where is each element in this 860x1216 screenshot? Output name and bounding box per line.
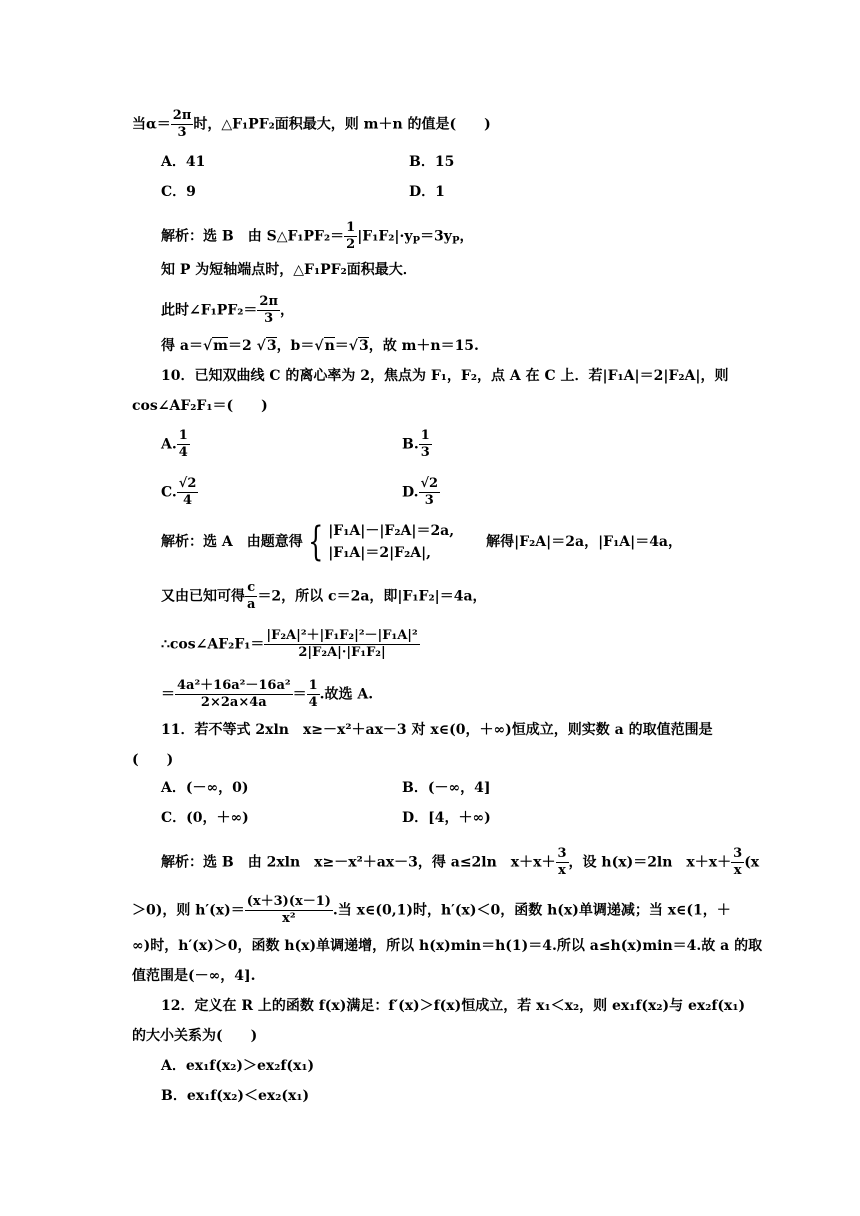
frac-den: 3 xyxy=(420,445,430,460)
text: ＝√ xyxy=(334,338,358,354)
fraction xyxy=(307,678,320,711)
q11-option-a: A．(－∞，0) xyxy=(161,780,249,796)
q10-option-a xyxy=(161,428,190,461)
text: (x xyxy=(744,854,760,871)
text: .故选 A. xyxy=(319,686,374,703)
frac-num: (x＋3)(x－1) xyxy=(246,894,331,909)
frac-den: x² xyxy=(282,911,296,926)
text: ＞0)，则 h′(x)＝ xyxy=(132,902,245,919)
fraction xyxy=(419,428,432,461)
q9-stem-line xyxy=(132,108,491,141)
text: 又由已知可得 xyxy=(161,588,245,605)
frac-num: 1 xyxy=(178,428,188,443)
frac-den: 2|F₂A|·|F₁F₂| xyxy=(298,645,386,660)
q10-stem-line-2: cos∠AF₂F₁＝( ) xyxy=(132,398,268,414)
frac-den: x xyxy=(733,863,742,878)
frac-num: 3 xyxy=(733,846,743,861)
fraction xyxy=(177,476,199,509)
fraction xyxy=(264,628,419,661)
text: ＝2，所以 c＝2a，即|F₁F₂|＝4a， xyxy=(257,588,487,605)
q9-option-d: D．1 xyxy=(409,184,445,200)
subscript: P xyxy=(451,235,460,247)
text: ，故 m＋n＝15. xyxy=(368,338,479,354)
text: 解析：选 B 由 S△F₁PF₂＝ xyxy=(161,228,345,245)
radicand: 3 xyxy=(358,338,369,354)
text: ， xyxy=(279,302,294,319)
frac-den: 4 xyxy=(308,695,318,710)
q11-solution-line-2 xyxy=(132,894,731,927)
text: ＝ xyxy=(161,686,175,703)
q9-option-b: B．15 xyxy=(409,154,455,170)
text: ，b＝√ xyxy=(276,338,324,354)
fraction xyxy=(177,428,190,461)
radicand: n xyxy=(324,338,335,354)
q11-solution-line-4: 值范围是(－∞，4]. xyxy=(132,968,256,984)
fraction xyxy=(419,476,441,509)
equation-system xyxy=(328,520,454,564)
frac-num: √2 xyxy=(178,476,197,491)
frac-num: 2π xyxy=(172,108,192,123)
fraction xyxy=(245,894,333,927)
fraction xyxy=(245,580,257,613)
q9-solution-line-3 xyxy=(161,294,294,327)
frac-den: x xyxy=(558,863,566,878)
q9-option-c: C．9 xyxy=(161,184,196,200)
frac-den: 4 xyxy=(178,445,188,460)
q11-option-d: D．[4，＋∞) xyxy=(402,810,491,826)
frac-num: 3 xyxy=(557,846,567,861)
frac-num: c xyxy=(245,580,257,597)
text: ＝ xyxy=(292,686,307,703)
q11-solution-line-3: ∞)时，h′(x)＞0，函数 h(x)单调递增，所以 h(x)min＝h(1)＝4.所以 a≤h(x)min＝4.故 a 的取 xyxy=(132,938,763,954)
frac-num: 1 xyxy=(346,220,356,235)
option-letter: C. xyxy=(161,484,177,501)
text: ＝2 √ xyxy=(227,338,266,354)
radicand: m xyxy=(213,338,228,354)
text: ＝3y xyxy=(420,228,452,245)
text: ，设 h(x)＝2ln x＋x＋ xyxy=(568,854,732,871)
frac-den: 4 xyxy=(183,493,193,508)
text: ， xyxy=(459,228,474,245)
left-brace: { xyxy=(307,519,324,565)
fraction xyxy=(731,846,744,879)
q12-stem-line-1: 12．定义在 R 上的函数 f(x)满足：f′(x)＞f(x)恒成立，若 x₁＜x₂，则 ex₁f(x₂)与 ex₂f(x₁) xyxy=(161,998,746,1014)
frac-num: √2 xyxy=(420,476,439,491)
frac-num: 1 xyxy=(308,678,318,693)
q10-solution-line-4 xyxy=(161,678,373,711)
q11-stem-line-1: 11．若不等式 2xln x≥－x²＋ax－3 对 x∈(0，＋∞)恒成立，则实数 a 的取值范围是 xyxy=(161,722,713,738)
text: 解析：选 B 由 2xln x≥－x²＋ax－3，得 a≤2ln x＋x＋ xyxy=(161,854,556,871)
frac-den: 2×2a×4a xyxy=(200,695,267,710)
q10-option-d xyxy=(402,476,440,509)
frac-num: 4a²＋16a²－16a² xyxy=(177,678,291,693)
fraction xyxy=(175,678,293,711)
radicand: 3 xyxy=(266,338,277,354)
q11-solution-line-1 xyxy=(161,846,759,879)
q10-option-c xyxy=(161,476,198,509)
text: ∴cos∠AF₂F₁＝ xyxy=(161,636,265,653)
q10-solution-line-3 xyxy=(161,628,420,661)
frac-den: a xyxy=(247,597,256,612)
text: .当 x∈(0,1)时，h′(x)＜0，函数 h(x)单调递减；当 x∈(1，＋ xyxy=(332,902,731,919)
option-letter: D. xyxy=(402,484,419,501)
equation-1: |F₁A|－|F₂A|＝2a, xyxy=(328,523,455,539)
subscript: P xyxy=(412,235,421,247)
frac-num: 1 xyxy=(420,428,430,443)
frac-den: 3 xyxy=(264,311,274,326)
equation-2: |F₁A|＝2|F₂A|, xyxy=(328,545,432,561)
text: 解析：选 A 由题意得 xyxy=(161,534,303,550)
q9-solution-line-1 xyxy=(161,220,473,253)
text: 得 a＝√ xyxy=(161,338,213,354)
frac-num: |F₂A|²＋|F₁F₂|²－|F₁A|² xyxy=(266,628,418,643)
q11-stem-line-2: ( ) xyxy=(132,752,174,768)
text: 当α＝ xyxy=(132,116,171,133)
frac-den: 3 xyxy=(424,493,434,508)
q11-option-c: C．(0，＋∞) xyxy=(161,810,249,826)
text: 解得|F₂A|＝2a，|F₁A|＝4a， xyxy=(486,534,683,550)
q11-option-b: B．(－∞，4] xyxy=(402,780,491,796)
q12-option-b: B．ex₁f(x₂)＜ex₂(x₁) xyxy=(161,1088,310,1104)
q12-option-a: A．ex₁f(x₂)＞ex₂f(x₁) xyxy=(161,1058,315,1074)
q9-solution-line-4 xyxy=(161,336,479,356)
fraction xyxy=(556,846,569,879)
q12-stem-line-2: 的大小关系为( ) xyxy=(132,1028,258,1044)
q9-solution-line-2: 知 P 为短轴端点时，△F₁PF₂面积最大． xyxy=(161,262,417,278)
q10-solution-line-1 xyxy=(161,520,682,564)
frac-den: 2 xyxy=(346,237,356,252)
frac-den: 3 xyxy=(177,125,187,140)
option-letter: A. xyxy=(161,436,177,453)
q10-solution-line-2 xyxy=(161,580,487,613)
text: 时，△F₁PF₂面积最大，则 m＋n 的值是( ) xyxy=(193,116,491,133)
q10-stem-line-1: 10．已知双曲线 C 的离心率为 2，焦点为 F₁，F₂，点 A 在 C 上．若|F₁A|＝2|F₂A|，则 xyxy=(161,368,729,384)
q10-option-b xyxy=(402,428,432,461)
fraction xyxy=(171,108,194,141)
option-letter: B. xyxy=(402,436,419,453)
fraction xyxy=(344,220,357,253)
q9-option-a: A．41 xyxy=(161,154,206,170)
text: |F₁F₂|·y xyxy=(357,228,413,245)
frac-num: 2π xyxy=(259,294,278,309)
fraction xyxy=(257,294,280,327)
text: 此时∠F₁PF₂＝ xyxy=(161,302,258,319)
